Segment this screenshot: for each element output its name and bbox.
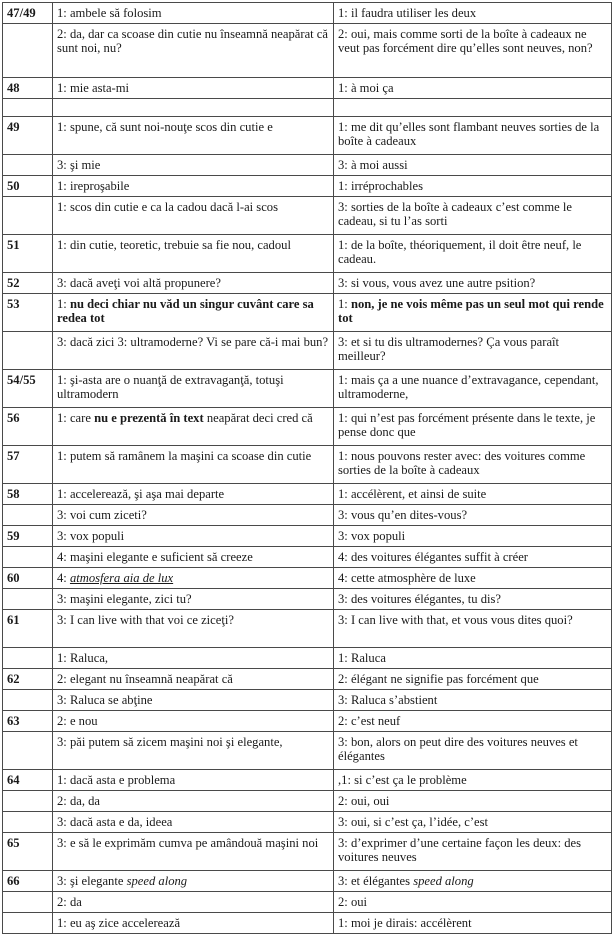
text-segment: 1: ambele să folosim — [57, 6, 162, 20]
segment-number: 60 — [3, 568, 53, 589]
segment-number: 59 — [3, 526, 53, 547]
table-row — [3, 176, 612, 197]
french-translation — [334, 235, 612, 273]
table-row — [3, 812, 612, 833]
text-segment: 2: da, da — [57, 794, 101, 808]
text-segment: 3: e să le exprimăm cumva pe amândouă maşini noi — [57, 836, 319, 850]
text-segment: 1: mie asta-mi — [57, 81, 130, 95]
text-segment: 1: care — [57, 411, 95, 425]
segment-number: 50 — [3, 176, 53, 197]
text-segment: 1: putem să ramânem la maşini ca scoase din cutie — [57, 449, 312, 463]
french-translation — [334, 913, 612, 934]
text-segment: 1: il faudra utiliser les deux — [338, 6, 477, 20]
french-translation — [334, 408, 612, 446]
romanian-utterance — [53, 408, 334, 446]
french-translation — [334, 892, 612, 913]
french-translation — [334, 505, 612, 526]
transcript-table — [2, 2, 612, 934]
french-translation — [334, 648, 612, 669]
romanian-utterance — [53, 669, 334, 690]
text-segment: 2: élégant ne signifie pas forcément que — [338, 672, 539, 686]
text-segment: 3: dacă asta e da, ideea — [57, 815, 173, 829]
romanian-utterance — [53, 155, 334, 176]
romanian-utterance — [53, 589, 334, 610]
segment-number — [3, 505, 53, 526]
romanian-utterance — [53, 770, 334, 791]
text-segment: 1: moi je dirais: accélèrent — [338, 916, 472, 930]
segment-number: 64 — [3, 770, 53, 791]
text-segment: 1: accélèrent, et ainsi de suite — [338, 487, 487, 501]
romanian-utterance — [53, 690, 334, 711]
french-translation — [334, 99, 612, 117]
segment-number — [3, 791, 53, 812]
segment-number: 48 — [3, 78, 53, 99]
romanian-utterance — [53, 99, 334, 117]
text-segment: atmosfera aia de lux — [69, 571, 174, 585]
french-translation — [334, 484, 612, 505]
table-row — [3, 446, 612, 484]
table-row — [3, 484, 612, 505]
table-row — [3, 589, 612, 610]
transcript-body — [3, 3, 612, 934]
segment-number: 52 — [3, 273, 53, 294]
text-segment: 2: oui, mais comme sorti de la boîte à cadeaux ne veut pas forcément dire qu’elles sont neuves, non? — [338, 27, 593, 56]
romanian-utterance — [53, 913, 334, 934]
romanian-utterance — [53, 791, 334, 812]
table-row — [3, 871, 612, 892]
segment-number: 53 — [3, 294, 53, 332]
romanian-utterance — [53, 833, 334, 871]
romanian-utterance — [53, 78, 334, 99]
text-segment: 2: oui — [338, 895, 368, 909]
text-segment: 3: I can live with that voi ce ziceţi? — [57, 613, 234, 627]
text-segment: 3: păi putem să zicem maşini noi şi elegante, — [57, 735, 283, 749]
romanian-utterance — [53, 547, 334, 568]
romanian-utterance — [53, 871, 334, 892]
table-row — [3, 791, 612, 812]
text-segment: 4: — [57, 571, 70, 585]
segment-number: 54/55 — [3, 370, 53, 408]
table-row — [3, 408, 612, 446]
text-segment: 3: maşini elegante, zici tu? — [57, 592, 192, 606]
segment-number: 61 — [3, 610, 53, 648]
segment-number — [3, 913, 53, 934]
table-row — [3, 568, 612, 589]
table-row — [3, 235, 612, 273]
segment-number: 47/49 — [3, 3, 53, 24]
text-segment: 3: d’exprimer d’une certaine façon les deux: des voitures neuves — [338, 836, 582, 865]
text-segment: 1: eu aş zice accelerează — [57, 916, 181, 930]
text-segment: neapărat deci cred că — [203, 411, 313, 425]
french-translation — [334, 568, 612, 589]
romanian-utterance — [53, 732, 334, 770]
segment-number — [3, 155, 53, 176]
text-segment: 1: scos din cutie e ca la cadou dacă l-ai scos — [57, 200, 278, 214]
table-row — [3, 332, 612, 370]
table-row — [3, 273, 612, 294]
segment-number: 66 — [3, 871, 53, 892]
french-translation — [334, 871, 612, 892]
text-segment: 3: I can live with that, et vous vous dites quoi? — [338, 613, 573, 627]
segment-number — [3, 732, 53, 770]
table-row — [3, 547, 612, 568]
table-row — [3, 99, 612, 117]
table-row — [3, 610, 612, 648]
french-translation — [334, 332, 612, 370]
text-segment: ,1: si c’est ça le problème — [338, 773, 467, 787]
text-segment: 1: şi-asta are o nuanţă de extravaganţă, totuşi ultramodern — [57, 373, 284, 402]
french-translation — [334, 273, 612, 294]
french-translation — [334, 3, 612, 24]
romanian-utterance — [53, 294, 334, 332]
text-segment: 1: nous pouvons rester avec: des voitures comme sorties de la boîte à cadeaux — [338, 449, 586, 478]
romanian-utterance — [53, 484, 334, 505]
text-segment: 1: spune, că sunt noi-nouţe scos din cutie e — [57, 120, 273, 134]
french-translation — [334, 732, 612, 770]
romanian-utterance — [53, 568, 334, 589]
text-segment: 3: à moi aussi — [338, 158, 408, 172]
table-row — [3, 770, 612, 791]
text-segment: 3: şi mie — [57, 158, 101, 172]
text-segment: nu e prezentă în text — [94, 411, 204, 425]
text-segment: 3: voi cum ziceti? — [57, 508, 147, 522]
table-row — [3, 526, 612, 547]
table-row — [3, 370, 612, 408]
romanian-utterance — [53, 711, 334, 732]
text-segment: 3: Raluca se abţine — [57, 693, 153, 707]
segment-number — [3, 547, 53, 568]
text-segment: 1: — [338, 297, 351, 311]
text-segment: 2: elegant nu înseamnă neapărat că — [57, 672, 233, 686]
table-row — [3, 197, 612, 235]
text-segment: speed along — [126, 874, 188, 888]
text-segment: 1: mais ça a une nuance d’extravagance, cependant, ultramoderne, — [338, 373, 599, 402]
text-segment: 4: cette atmosphère de luxe — [338, 571, 476, 585]
text-segment: 1: de la boîte, théoriquement, il doit être neuf, le cadeau. — [338, 238, 582, 267]
french-translation — [334, 78, 612, 99]
text-segment: speed along — [413, 874, 474, 888]
romanian-utterance — [53, 176, 334, 197]
table-row — [3, 690, 612, 711]
text-segment: 2: oui, oui — [338, 794, 390, 808]
text-segment: non, je ne vois même pas un seul mot qui rende tot — [338, 297, 604, 326]
text-segment: 3: şi elegante — [57, 874, 127, 888]
french-translation — [334, 155, 612, 176]
text-segment: 3: sorties de la boîte à cadeaux c’est comme le cadeau, si tu l’as sorti — [338, 200, 572, 229]
text-segment: 3: bon, alors on peut dire des voitures neuves et élégantes — [338, 735, 578, 764]
french-translation — [334, 711, 612, 732]
text-segment: 3: des voitures élégantes, tu dis? — [338, 592, 501, 606]
french-translation — [334, 547, 612, 568]
segment-number: 65 — [3, 833, 53, 871]
segment-number — [3, 332, 53, 370]
romanian-utterance — [53, 446, 334, 484]
segment-number: 49 — [3, 117, 53, 155]
romanian-utterance — [53, 610, 334, 648]
text-segment: 1: Raluca, — [57, 651, 109, 665]
text-segment: 1: irréprochables — [338, 179, 423, 193]
text-segment: 3: vox populi — [338, 529, 406, 543]
text-segment: 3: vox populi — [57, 529, 125, 543]
table-row — [3, 711, 612, 732]
text-segment: 1: accelerează, şi aşa mai departe — [57, 487, 225, 501]
french-translation — [334, 197, 612, 235]
romanian-utterance — [53, 3, 334, 24]
text-segment: 1: din cutie, teoretic, trebuie sa fie nou, cadoul — [57, 238, 291, 252]
romanian-utterance — [53, 812, 334, 833]
text-segment: 3: dacă zici 3: ultramoderne? Vi se pare că-i mai bun? — [57, 335, 329, 349]
segment-number — [3, 690, 53, 711]
table-row — [3, 505, 612, 526]
table-row — [3, 294, 612, 332]
table-row — [3, 24, 612, 78]
text-segment: 4: des voitures élégantes suffit à créer — [338, 550, 529, 564]
french-translation — [334, 833, 612, 871]
text-segment: 1: qui n’est pas forcément présente dans le texte, je pense donc que — [338, 411, 596, 440]
french-translation — [334, 117, 612, 155]
romanian-utterance — [53, 892, 334, 913]
table-row — [3, 833, 612, 871]
romanian-utterance — [53, 332, 334, 370]
text-segment: 2: c’est neuf — [338, 714, 401, 728]
romanian-utterance — [53, 648, 334, 669]
table-row — [3, 892, 612, 913]
table-row — [3, 78, 612, 99]
text-segment: 3: vous qu’en dites-vous? — [338, 508, 468, 522]
french-translation — [334, 812, 612, 833]
segment-number — [3, 24, 53, 78]
segment-number: 63 — [3, 711, 53, 732]
romanian-utterance — [53, 273, 334, 294]
french-translation — [334, 589, 612, 610]
table-row — [3, 913, 612, 934]
french-translation — [334, 294, 612, 332]
segment-number — [3, 197, 53, 235]
table-row — [3, 117, 612, 155]
text-segment: 2: e nou — [57, 714, 98, 728]
text-segment: 3: si vous, vous avez une autre psition? — [338, 276, 536, 290]
text-segment: 1: ireproşabile — [57, 179, 130, 193]
text-segment: 3: et si tu dis ultramodernes? Ça vous paraît meilleur? — [338, 335, 560, 364]
text-segment: 1: dacă asta e problema — [57, 773, 176, 787]
table-row — [3, 155, 612, 176]
segment-number: 62 — [3, 669, 53, 690]
table-row — [3, 732, 612, 770]
text-segment: 1: me dit qu’elles sont flambant neuves sorties de la boîte à cadeaux — [338, 120, 600, 149]
french-translation — [334, 176, 612, 197]
text-segment: 1: à moi ça — [338, 81, 394, 95]
text-segment: 4: maşini elegante e suficient să creeze — [57, 550, 253, 564]
romanian-utterance — [53, 235, 334, 273]
romanian-utterance — [53, 24, 334, 78]
segment-number — [3, 812, 53, 833]
text-segment: 3: oui, si c’est ça, l’idée, c’est — [338, 815, 489, 829]
segment-number — [3, 99, 53, 117]
romanian-utterance — [53, 197, 334, 235]
french-translation — [334, 610, 612, 648]
romanian-utterance — [53, 526, 334, 547]
segment-number — [3, 892, 53, 913]
segment-number — [3, 589, 53, 610]
french-translation — [334, 370, 612, 408]
romanian-utterance — [53, 505, 334, 526]
text-segment: 2: da — [57, 895, 82, 909]
text-segment: nu deci chiar nu văd un singur cuvânt care sa redea tot — [57, 297, 314, 326]
text-segment: 3: et élégantes — [338, 874, 414, 888]
text-segment: 2: da, dar ca scoase din cutie nu înseamnă neapărat că sunt noi, nu? — [57, 27, 328, 56]
segment-number: 58 — [3, 484, 53, 505]
french-translation — [334, 526, 612, 547]
french-translation — [334, 791, 612, 812]
text-segment: 1: — [57, 297, 70, 311]
table-row — [3, 648, 612, 669]
french-translation — [334, 446, 612, 484]
table-row — [3, 3, 612, 24]
french-translation — [334, 24, 612, 78]
text-segment: 3: Raluca s’abstient — [338, 693, 438, 707]
french-translation — [334, 690, 612, 711]
french-translation — [334, 770, 612, 791]
text-segment: 3: dacă aveţi voi altă propunere? — [57, 276, 221, 290]
table-row — [3, 669, 612, 690]
segment-number: 57 — [3, 446, 53, 484]
segment-number — [3, 648, 53, 669]
segment-number: 56 — [3, 408, 53, 446]
segment-number: 51 — [3, 235, 53, 273]
text-segment: 1: Raluca — [338, 651, 386, 665]
romanian-utterance — [53, 370, 334, 408]
french-translation — [334, 669, 612, 690]
romanian-utterance — [53, 117, 334, 155]
